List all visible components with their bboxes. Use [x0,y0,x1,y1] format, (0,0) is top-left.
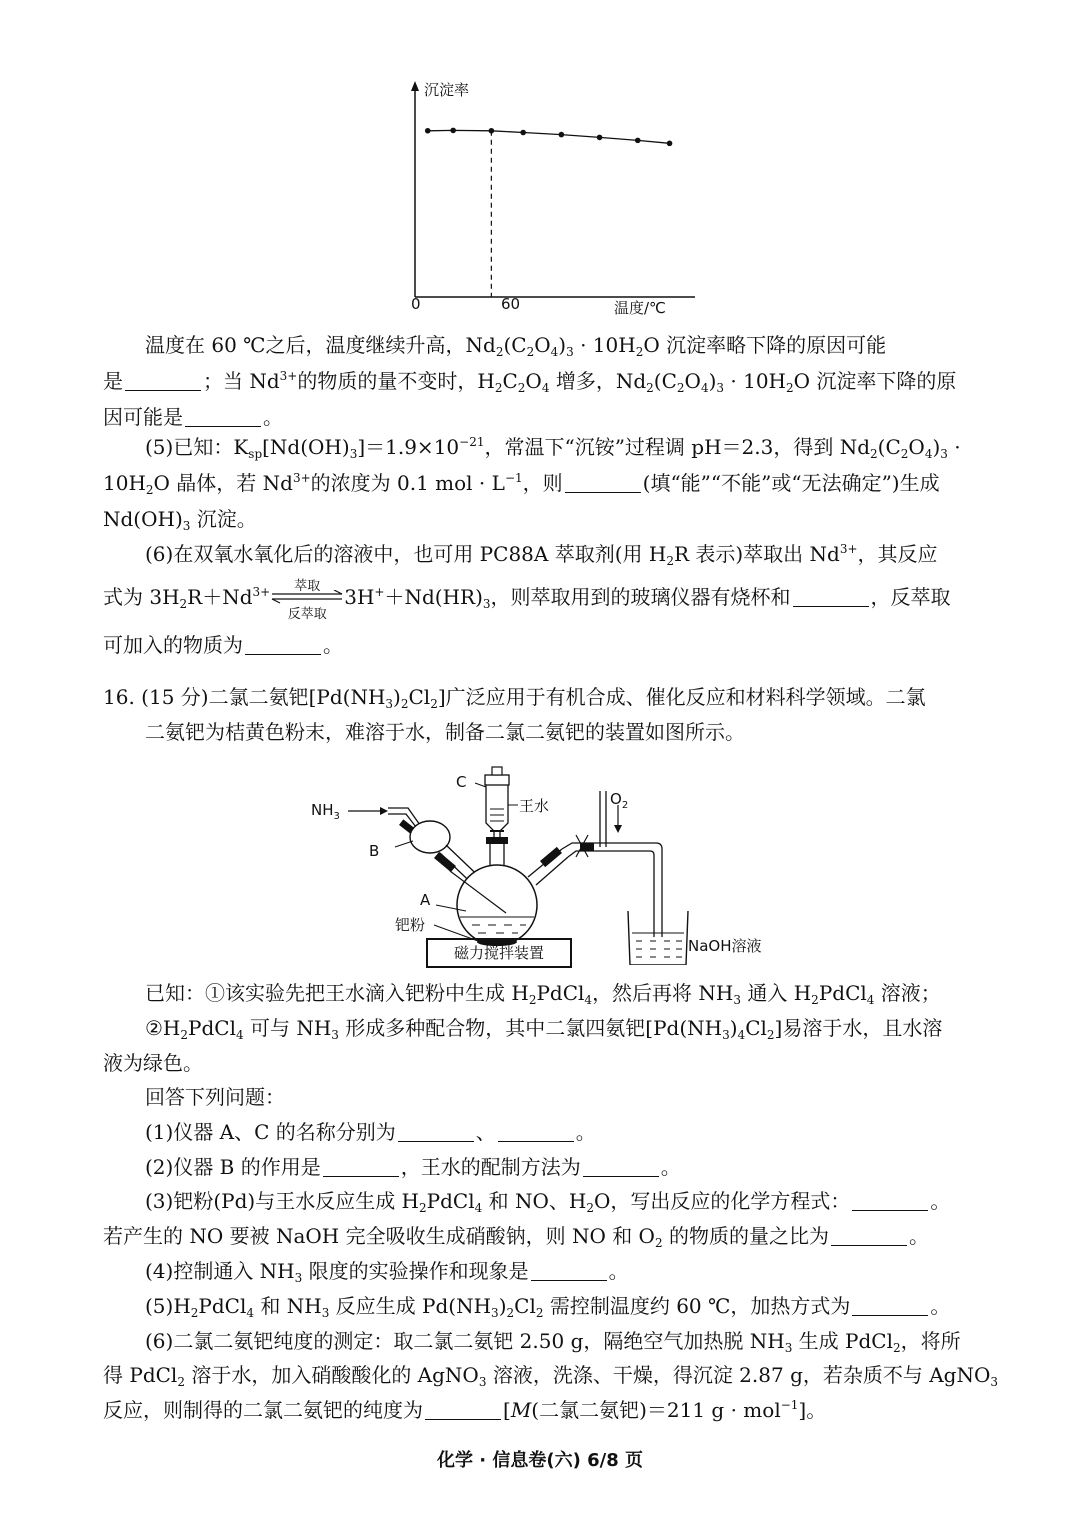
y-axis-arrow [411,81,419,91]
answer-blank[interactable] [852,1295,928,1316]
q16-sub-5: $(5)H_2PdCl_4$ 和 $NH_3$ 反应生成 $Pd(NH_3)_2Cl_2$ 需控制温度约 60 ℃，加热方式为 。 [145,1294,951,1320]
answer-blank[interactable] [793,586,869,607]
answer-blank[interactable] [185,406,261,427]
precipitation-rate-chart [395,75,715,315]
q16-answer-prompt: 回答下列问题： [145,1085,285,1109]
x-tick-0: 0 [411,295,421,313]
label-c: C [456,773,467,791]
q16-sub-2: (2)仪器 B 的作用是 ，王水的配制方法为 。 [145,1155,681,1179]
answer-blank[interactable] [565,472,641,493]
q16-sub-6-cont-2: 反应，则制得的二氯二氨钯的纯度为 [M(二氯二氨钯)＝211 g · mol$^{-1}$]。 [103,1398,827,1422]
q15-part6-line-3: 可加入的物质为 。 [103,633,343,657]
x-tick-60: 60 [501,295,521,313]
q15-part6-line-2: 式为 $3H_2R+Nd^{3+}$ 萃取 反萃取 $3H^++Nd(HR)_3$，则萃取用到的玻璃仪器有烧杯和 ，反萃取 [103,579,951,622]
q16-sub-4: (4)控制通入 $NH_3$ 限度的实验操作和现象是 。 [145,1259,629,1285]
q16-intro-line-2: 二氨钯为桔黄色粉末，难溶于水，制备二氯二氨钯的装置如图所示。 [145,720,745,744]
q16-intro-line-1: 16. (15 分)二氯二氨钯$[Pd(NH_3)_2Cl_2]$广泛应用于有机合成、催化反应和材料科学领域。二氯 [103,685,926,711]
label-naoh: NaOH溶液 [688,937,762,955]
answer-blank[interactable] [531,1260,607,1281]
q16-known-2-cont: 液为绿色。 [103,1051,203,1075]
q16-sub-3-cont: 若产生的 NO 要被 NaOH 完全吸收生成硝酸钠，则 NO 和 $O_2$ 的物质的量之比为 。 [103,1224,929,1250]
label-nh3: $NH_3$ [311,801,340,822]
label-pd-powder: 钯粉 [395,916,426,934]
answer-blank[interactable] [852,1190,928,1211]
q15-temp-line-1: 温度在 60 ℃之后，温度继续升高，$Nd_2(C_2O_4)_3 \cdot 10H_2O$ 沉淀率略下降的原因可能 [145,333,887,359]
answer-blank[interactable] [398,1121,474,1142]
answer-blank[interactable] [583,1156,659,1177]
q15-temp-line-3: 因可能是 。 [103,405,283,429]
q16-sub-3: (3)钯粉(Pd)与王水反应生成 $H_2PdCl_4$ 和 NO、$H_2O$，写出反应的化学方程式： 。 [145,1189,951,1215]
label-a: A [420,891,431,909]
q16-sub-6: (6)二氯二氨钯纯度的测定：取二氯二氨钯 2.50 g，隔绝空气加热脱 $NH_3$ 生成 PdCl$_2$，将所 [145,1329,961,1355]
q16-sub-1: (1)仪器 A、C 的名称分别为 、 。 [145,1120,596,1144]
answer-blank[interactable] [425,1399,501,1420]
q15-part5-line-2: $10H_2O$ 晶体，若 $Nd^{3+}$的浓度为 0.1 mol · $L^{-1}$，则 (填“能”“不能”或“无法确定”)生成 [103,471,940,497]
q16-sub-6-cont-1: 得 PdCl$_2$ 溶于水，加入硝酸酸化的 AgNO$_3$ 溶液，洗涤、干燥，得沉淀 2.87 g，若杂质不与 AgNO$_3$ [103,1363,999,1389]
q16-known-2: $②H_2PdCl_4$ 可与 $NH_3$ 形成多种配合物，其中二氯四氨钯$[Pd(NH_3)_4Cl_2]$易溶于水，且水溶 [145,1016,943,1042]
q15-part6-line-1: (6)在双氧水氧化后的溶液中，也可用 PC88A 萃取剂(用 $H_2R$ 表示)萃取出 $Nd^{3+}$，其反应 [145,542,938,568]
y-axis-label: 沉淀率 [424,81,470,99]
answer-blank[interactable] [125,370,201,391]
q15-part5-line-1: (5)已知：$K_{sp}[Nd(OH)_3]=1.9\times 10^{-21}$，常温下“沉铵”过程调 pH＝2.3，得到 $Nd_2(C_2O_4)_3$ · [145,435,961,461]
page-footer: 化学 · 信息卷(六) 6/8 页 [437,1450,643,1471]
magnetic-stirrer: 磁力搅拌装置 [426,938,572,968]
equilibrium-arrow: 萃取 反萃取 [270,584,344,610]
label-o2: $O_2$ [610,790,629,811]
q15-part5-line-3: $Nd(OH)_3$ 沉淀。 [103,507,257,533]
x-axis-label: 温度/℃ [614,299,666,317]
precipitation-curve [428,130,670,143]
answer-blank[interactable] [245,634,321,655]
answer-blank[interactable] [498,1121,574,1142]
answer-blank[interactable] [831,1225,907,1246]
label-aqua-regia: 王水 [519,797,550,815]
q16-known-1: 已知：①该实验先把王水滴入钯粉中生成 $H_2PdCl_4$，然后再将 $NH_3$ 通入 $H_2PdCl_4$ 溶液； [145,981,941,1007]
label-b: B [369,842,380,860]
answer-blank[interactable] [323,1156,399,1177]
q15-temp-line-2: 是 ；当 $Nd^{3+}$的物质的量不变时，$H_2C_2O_4$ 增多，$Nd_2(C_2O_4)_3 \cdot 10H_2O$ 沉淀率下降的原 [103,369,957,395]
